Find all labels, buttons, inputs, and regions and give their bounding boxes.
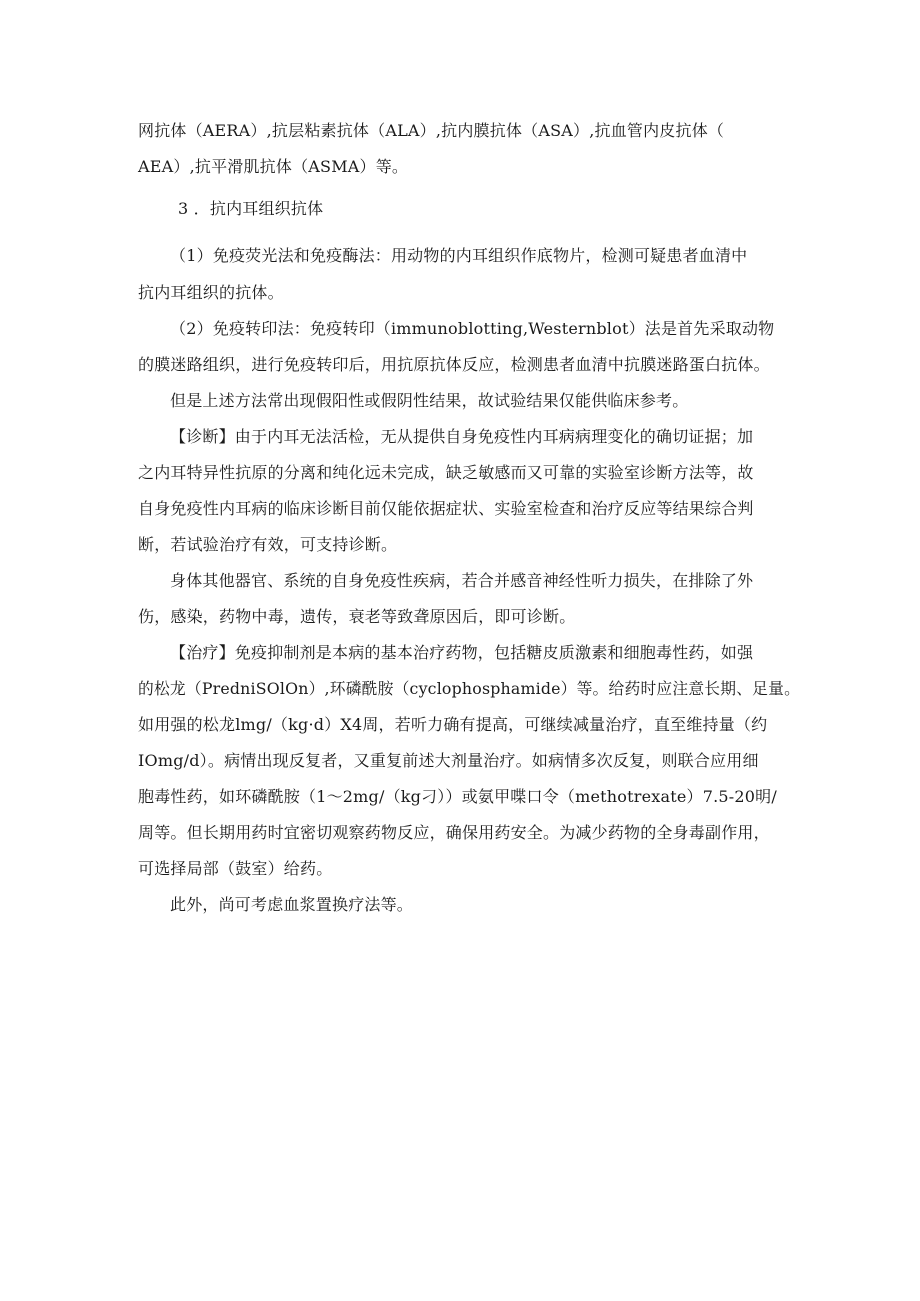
text-line: 抗内耳组织的抗体。 — [138, 283, 284, 302]
text-line: 但是上述方法常出现假阳性或假阴性结果，故试验结果仅能供临床参考。 — [170, 391, 689, 410]
text-line: 网抗体（AERA）,抗层粘素抗体（ALA）,抗内膜抗体（ASA）,抗血管内皮抗体（ — [138, 121, 725, 140]
text-line: 可选择局部（鼓室）给药。 — [138, 859, 333, 878]
text-line: （1）免疫荧光法和免疫酶法：用动物的内耳组织作底物片，检测可疑患者血清中 — [170, 246, 748, 265]
text-line: 的松龙（PredniSOlOn）,环磷酰胺（cyclophosphamide）等。给药时应注意长期、足量。 — [138, 679, 801, 698]
text-line: 断，若试验治疗有效，可支持诊断。 — [138, 535, 398, 554]
text-line: 的膜迷路组织，进行免疫转印后，用抗原抗体反应，检测患者血清中抗膜迷路蛋白抗体。 — [138, 355, 770, 374]
text-line: 身体其他器官、系统的自身免疫性疾病，若合并感音神经性听力损失，在排除了外 — [170, 571, 754, 590]
text-line: 如用强的松龙lmg∕（kg·d）X4周，若听力确有提高，可继续减量治疗，直至维持量（约 — [138, 715, 768, 734]
text-line: 此外，尚可考虑血浆置换疗法等。 — [170, 895, 414, 914]
text-line: 胞毒性药，如环磷酰胺（1〜2mg∕（kg刁））或氨甲喋口令（methotrexate）7.5-20明/ — [138, 787, 777, 806]
text-line: 【诊断】由于内耳无法活检，无从提供自身免疫性内耳病病理变化的确切证据；加 — [170, 427, 754, 446]
text-line: 伤，感染，药物中毒，遗传，衰老等致聋原因后，即可诊断。 — [138, 607, 576, 626]
text-line: 自身免疫性内耳病的临床诊断目前仅能依据症状、实验室检查和治疗反应等结果综合判 — [138, 499, 754, 518]
text-line: 周等。但长期用药时宜密切观察药物反应，确保用药安全。为减少药物的全身毒副作用， — [138, 823, 770, 842]
text-line: AEA）,抗平滑肌抗体（ASMA）等。 — [138, 157, 409, 176]
section-heading: 3 ．抗内耳组织抗体 — [178, 199, 324, 218]
text-line: 【治疗】免疫抑制剂是本病的基本治疗药物，包括糖皮质激素和细胞毒性药，如强 — [170, 643, 754, 662]
text-line: 之内耳特异性抗原的分离和纯化远未完成，缺乏敏感而又可靠的实验室诊断方法等，故 — [138, 463, 754, 482]
text-line: IOmg∕d）。病情出现反复者，又重复前述大剂量治疗。如病情多次反复，则联合应用细 — [138, 751, 759, 770]
text-line: （2）免疫转印法：免疫转印（immunoblotting,Westernblot）法是首先采取动物 — [170, 319, 775, 338]
